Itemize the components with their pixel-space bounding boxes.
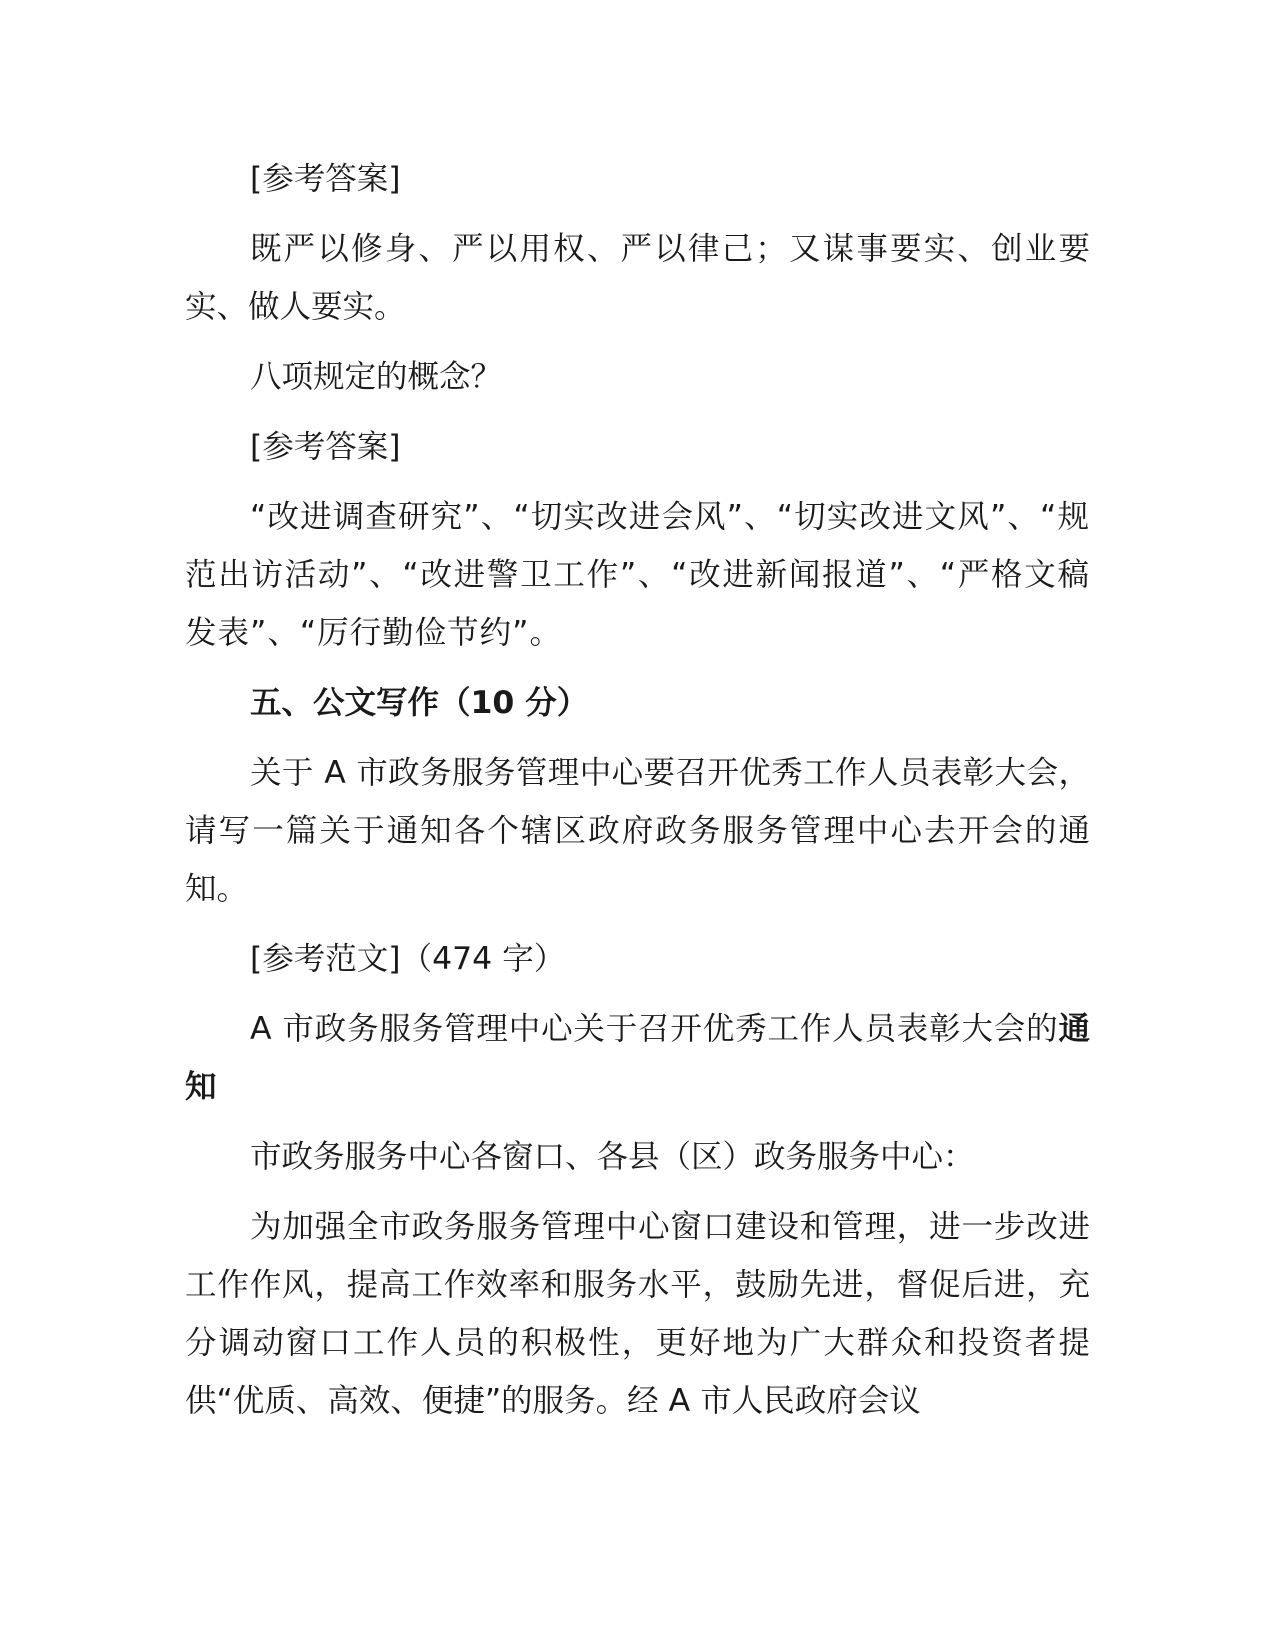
notice-title-end: 通知 — [185, 1011, 1090, 1105]
question-text: 八项规定的概念？ — [250, 359, 503, 395]
notice-body: 为加强全市政务服务管理中心窗口建设和管理，进一步改进工作作风，提高工作效率和服务水平，鼓励先进，督促后进，充分调动窗口工作人员的积极性，更好地为广大群众和投资者提供“优质、高效、便捷”的服务。经 A 市人民政府会议 — [185, 1209, 1090, 1419]
document-body — [185, 150, 1090, 1442]
answer-text: “改进调查研究”、“切实改进会风”、“切实改进文风”、“规范出访活动”、“改进警卫工作”、“改进新闻报道”、“严格文稿发表”、“厉行勤俭节约”。 — [185, 499, 1090, 651]
answer-text: 既严以修身、严以用权、严以律己；又谋事要实、创业要实、做人要实。 — [185, 231, 1090, 325]
notice-title — [185, 1000, 1090, 1116]
question-text: 关于 A 市政务服务管理中心要召开优秀工作人员表彰大会，请写一篇关于通知各个辖区政府政务服务管理中心去开会的通知。 — [185, 755, 1090, 907]
sample-label: [参考范文]（474 字） — [250, 941, 566, 977]
notice-title-main: A 市政务服务管理中心关于召开优秀工作人员表彰大会的 — [250, 1011, 1059, 1047]
section-heading: 五、公文写作（10 分） — [250, 685, 589, 721]
notice-recipients: 市政务服务中心各窗口、各县（区）政务服务中心： — [250, 1139, 975, 1175]
answer-label: [参考答案] — [250, 161, 401, 197]
answer-label: [参考答案] — [250, 429, 401, 465]
